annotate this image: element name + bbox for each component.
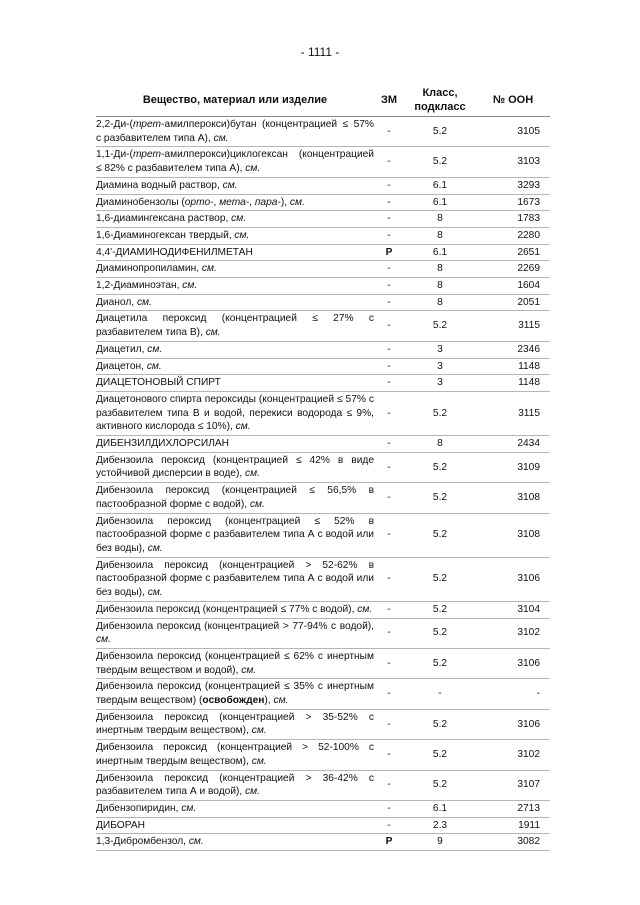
substance-name: Диацетил, см. — [96, 341, 374, 358]
substance-name: Дибензоила пероксид (концентрацией ≤ 42% в виде устойчивой дисперсии в воде), см. — [96, 452, 374, 482]
table-row — [96, 618, 550, 648]
class-value: 8 — [404, 211, 476, 228]
un-number: 3293 — [476, 177, 550, 194]
class-value: 5.2 — [404, 483, 476, 513]
table-row — [96, 294, 550, 311]
un-number: 3109 — [476, 452, 550, 482]
class-value: 5.2 — [404, 770, 476, 800]
table-row — [96, 261, 550, 278]
un-number: 3103 — [476, 147, 550, 177]
substance-name: Диаминопропиламин, см. — [96, 261, 374, 278]
substance-name: Дибензоила пероксид (концентрацией ≤ 35% с инертным твердым веществом) (освобожден), см. — [96, 679, 374, 709]
un-number: 3106 — [476, 557, 550, 601]
substance-name: Дибензоила пероксид (концентрацией ≤ 56,5% в пастообразной форме с водой), см. — [96, 483, 374, 513]
un-number: 3102 — [476, 740, 550, 770]
un-number: - — [476, 679, 550, 709]
table-row — [96, 244, 550, 261]
zm-value: - — [374, 618, 404, 648]
substance-name: 2,2-Ди-(трет-амилперокси)бутан (концентрацией ≤ 57% с разбавителем типа А), см. — [96, 117, 374, 147]
class-value: 3 — [404, 358, 476, 375]
zm-value: - — [374, 194, 404, 211]
substance-name: Дибензоила пероксид (концентрацией > 36-42% с разбавителем типа А и водой), см. — [96, 770, 374, 800]
class-value: 5.2 — [404, 391, 476, 435]
table-row — [96, 227, 550, 244]
table-header-row — [96, 86, 550, 117]
table-row — [96, 601, 550, 618]
class-value: 5.2 — [404, 618, 476, 648]
un-number: 2280 — [476, 227, 550, 244]
table-row — [96, 834, 550, 851]
class-value: 8 — [404, 436, 476, 453]
un-number: 3108 — [476, 513, 550, 557]
zm-value: - — [374, 817, 404, 834]
substance-name: ДИБОРАН — [96, 817, 374, 834]
un-number: 2713 — [476, 800, 550, 817]
table-row — [96, 375, 550, 392]
class-value: 6.1 — [404, 177, 476, 194]
un-number: 1673 — [476, 194, 550, 211]
substance-name: ДИБЕНЗИЛДИХЛОРСИЛАН — [96, 436, 374, 453]
un-number: 2051 — [476, 294, 550, 311]
zm-value: - — [374, 436, 404, 453]
class-value: 6.1 — [404, 194, 476, 211]
table-row — [96, 177, 550, 194]
substance-name: Дибензоила пероксид (концентрацией > 52-62% в пастообразной форме с разбавителем типа А с водой или без воды), см. — [96, 557, 374, 601]
substance-name: Диацетон, см. — [96, 358, 374, 375]
class-value: - — [404, 679, 476, 709]
class-value: 5.2 — [404, 740, 476, 770]
zm-value: - — [374, 358, 404, 375]
class-value: 5.2 — [404, 117, 476, 147]
substance-name: 4,4'-ДИАМИНОДИФЕНИЛМЕТАН — [96, 244, 374, 261]
zm-value: - — [374, 227, 404, 244]
table-row — [96, 147, 550, 177]
zm-value: - — [374, 341, 404, 358]
substance-name: Диацетонового спирта пероксиды (концентрацией ≤ 57% с разбавителем типа В и водой, перекиси водорода ≤ 9%, активного кислорода ≤ 10%), см. — [96, 391, 374, 435]
un-number: 3115 — [476, 311, 550, 341]
substance-name: 1,6-диамингексана раствор, см. — [96, 211, 374, 228]
class-value: 5.2 — [404, 513, 476, 557]
table-row — [96, 740, 550, 770]
page-number: - 1111 - — [300, 45, 340, 59]
substance-name: Дианол, см. — [96, 294, 374, 311]
zm-value: - — [374, 278, 404, 295]
table-row — [96, 358, 550, 375]
substance-name: Дибензопиридин, см. — [96, 800, 374, 817]
table-row — [96, 770, 550, 800]
class-value: 3 — [404, 375, 476, 392]
zm-value: - — [374, 261, 404, 278]
zm-value: - — [374, 117, 404, 147]
zm-value: - — [374, 177, 404, 194]
zm-value: - — [374, 770, 404, 800]
substance-name: 1,2-Диаминоэтан, см. — [96, 278, 374, 295]
table-row — [96, 817, 550, 834]
un-number: 1911 — [476, 817, 550, 834]
class-value: 5.2 — [404, 557, 476, 601]
substance-name: Диаминобензолы (орто-, мета-, пара-), см. — [96, 194, 374, 211]
table-row — [96, 341, 550, 358]
zm-value: - — [374, 391, 404, 435]
substance-name: Дибензоила пероксид (концентрацией > 77-94% с водой), см. — [96, 618, 374, 648]
class-value: 3 — [404, 341, 476, 358]
zm-value: - — [374, 513, 404, 557]
zm-value: - — [374, 648, 404, 678]
substance-name: 1,1-Ди-(трет-амилперокси)циклогексан (концентрацией ≤ 82% с разбавителем типа А), см. — [96, 147, 374, 177]
substance-name: Диамина водный раствор, см. — [96, 177, 374, 194]
zm-value: - — [374, 800, 404, 817]
table-row — [96, 800, 550, 817]
zm-value: - — [374, 147, 404, 177]
header-class: Класс, подкласс — [404, 86, 476, 117]
zm-value: Р — [374, 834, 404, 851]
class-value: 5.2 — [404, 709, 476, 739]
class-value: 8 — [404, 261, 476, 278]
zm-value: - — [374, 483, 404, 513]
zm-value: - — [374, 679, 404, 709]
class-value: 5.2 — [404, 601, 476, 618]
class-value: 5.2 — [404, 311, 476, 341]
table-row — [96, 436, 550, 453]
class-value: 5.2 — [404, 648, 476, 678]
un-number: 1604 — [476, 278, 550, 295]
un-number: 3108 — [476, 483, 550, 513]
zm-value: Р — [374, 244, 404, 261]
table-row — [96, 194, 550, 211]
class-value: 6.1 — [404, 800, 476, 817]
substance-name: Дибензоила пероксид (концентрацией > 52-100% с инертным твердым веществом), см. — [96, 740, 374, 770]
un-number: 1148 — [476, 375, 550, 392]
un-number: 1148 — [476, 358, 550, 375]
zm-value: - — [374, 557, 404, 601]
substance-name: 1,3-Дибромбензол, см. — [96, 834, 374, 851]
un-number: 1783 — [476, 211, 550, 228]
un-number: 3106 — [476, 709, 550, 739]
zm-value: - — [374, 452, 404, 482]
table-row — [96, 709, 550, 739]
substance-name: Дибензоила пероксид (концентрацией > 35-52% с инертным твердым веществом), см. — [96, 709, 374, 739]
zm-value: - — [374, 375, 404, 392]
header-un-number: № ООН — [476, 86, 550, 117]
class-value: 8 — [404, 294, 476, 311]
table-body — [96, 117, 550, 851]
zm-value: - — [374, 294, 404, 311]
class-value: 2.3 — [404, 817, 476, 834]
table-row — [96, 679, 550, 709]
table-row — [96, 648, 550, 678]
table-row — [96, 117, 550, 147]
substance-name: 1,6-Диаминогексан твердый, см. — [96, 227, 374, 244]
header-zm: ЗМ — [374, 86, 404, 117]
zm-value: - — [374, 311, 404, 341]
un-number: 2434 — [476, 436, 550, 453]
zm-value: - — [374, 709, 404, 739]
un-number: 3104 — [476, 601, 550, 618]
table-row — [96, 391, 550, 435]
substance-name: ДИАЦЕТОНОВЫЙ СПИРТ — [96, 375, 374, 392]
un-number: 3105 — [476, 117, 550, 147]
substance-name: Дибензоила пероксид (концентрацией ≤ 52% в пастообразной форме с разбавителем типа А с водой или без воды), см. — [96, 513, 374, 557]
substance-name: Диацетила пероксид (концентрацией ≤ 27% с разбавителем типа В), см. — [96, 311, 374, 341]
un-number: 3115 — [476, 391, 550, 435]
zm-value: - — [374, 740, 404, 770]
class-value: 6.1 — [404, 244, 476, 261]
table-row — [96, 311, 550, 341]
un-number: 3082 — [476, 834, 550, 851]
un-number: 2651 — [476, 244, 550, 261]
un-number: 3106 — [476, 648, 550, 678]
table-row — [96, 483, 550, 513]
zm-value: - — [374, 601, 404, 618]
class-value: 8 — [404, 227, 476, 244]
un-number: 2346 — [476, 341, 550, 358]
class-value: 5.2 — [404, 147, 476, 177]
substance-name: Дибензоила пероксид (концентрацией ≤ 62% с инертным твердым веществом и водой), см. — [96, 648, 374, 678]
zm-value: - — [374, 211, 404, 228]
header-substance: Вещество, материал или изделие — [96, 86, 374, 117]
un-number: 2269 — [476, 261, 550, 278]
substances-table — [96, 86, 550, 851]
table-row — [96, 452, 550, 482]
class-value: 9 — [404, 834, 476, 851]
table-row — [96, 557, 550, 601]
class-value: 8 — [404, 278, 476, 295]
un-number: 3107 — [476, 770, 550, 800]
table-row — [96, 278, 550, 295]
substance-name: Дибензоила пероксид (концентрацией ≤ 77% с водой), см. — [96, 601, 374, 618]
class-value: 5.2 — [404, 452, 476, 482]
table-row — [96, 513, 550, 557]
un-number: 3102 — [476, 618, 550, 648]
table-row — [96, 211, 550, 228]
